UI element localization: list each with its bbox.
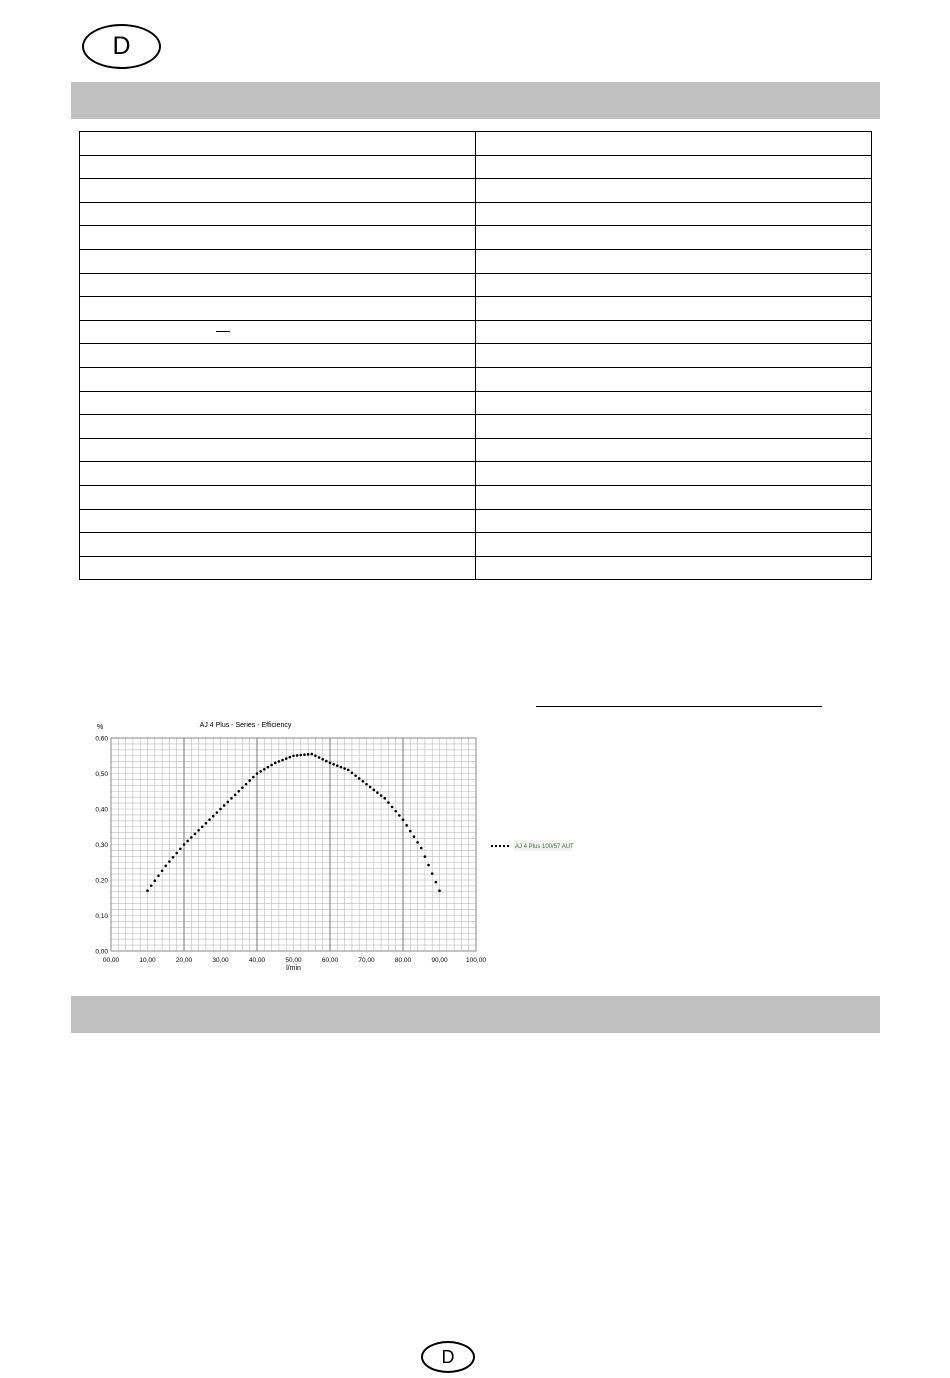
series-point: [340, 766, 343, 769]
table-cell: [80, 155, 476, 179]
series-point: [402, 818, 405, 821]
y-axis-label: %: [97, 724, 104, 731]
table-row: [80, 438, 872, 462]
series-point: [201, 825, 204, 828]
series-point: [263, 768, 266, 771]
series-point: [208, 818, 211, 821]
table-row: [80, 202, 872, 226]
section-header-bar-2: [71, 996, 880, 1033]
series-point: [227, 801, 230, 804]
series-point: [237, 790, 240, 793]
series-point: [409, 830, 412, 833]
series-point: [154, 879, 157, 882]
table-cell: [80, 273, 476, 297]
x-tick-label: 00,00: [102, 957, 120, 964]
underline-mark: [216, 331, 230, 332]
table-cell: [80, 320, 476, 344]
table-row: [80, 509, 872, 533]
series-point: [230, 797, 233, 800]
chart-title: AJ 4 Plus - Series - Efficiency: [199, 722, 292, 729]
table-row: [80, 179, 872, 203]
legend: [491, 840, 574, 851]
series-point: [427, 864, 430, 867]
x-tick-label: 40,00: [248, 957, 266, 964]
series-point: [172, 856, 175, 859]
series-point: [310, 753, 313, 756]
series-point: [321, 758, 324, 761]
series-point: [307, 753, 310, 756]
series-point: [376, 791, 379, 794]
table-cell: [476, 438, 872, 462]
table-cell: [476, 556, 872, 580]
x-tick-label: 70,00: [358, 957, 375, 964]
series-point: [281, 759, 284, 762]
table-cell: [476, 415, 872, 439]
spec-table: [79, 131, 872, 580]
series-point: [259, 770, 262, 773]
series-point: [438, 889, 441, 892]
series-point: [303, 753, 306, 756]
x-tick-label: 30,00: [212, 957, 229, 964]
series-point: [194, 833, 197, 836]
series-point: [398, 814, 401, 817]
y-tick-label: 0,00: [95, 948, 108, 956]
series-point: [343, 767, 346, 770]
table-cell: [476, 155, 872, 179]
x-tick-labels: [103, 957, 486, 964]
series-point: [256, 772, 259, 775]
table-cell: [476, 179, 872, 203]
section-header-bar: [71, 82, 880, 119]
series-point: [394, 810, 397, 813]
table-cell: [80, 509, 476, 533]
series-point: [164, 865, 167, 868]
table-cell: [80, 249, 476, 273]
table-row: [80, 344, 872, 368]
series-point: [223, 804, 226, 807]
series-point: [383, 797, 386, 800]
table-cell: [476, 273, 872, 297]
table-row: [80, 485, 872, 509]
series-point: [285, 757, 288, 760]
series-point: [245, 783, 248, 786]
y-tick-label: 0,60: [95, 735, 108, 743]
series-point: [336, 764, 339, 767]
series-point: [219, 808, 222, 811]
series-point: [190, 836, 193, 839]
table-cell: [476, 344, 872, 368]
series-point: [179, 847, 182, 850]
table-cell: [476, 391, 872, 415]
series-point: [318, 756, 321, 759]
table-row: [80, 320, 872, 344]
series-point: [248, 779, 251, 782]
series-point: [289, 756, 292, 759]
table-row: [80, 297, 872, 321]
table-row: [80, 226, 872, 250]
series-point: [205, 822, 208, 825]
series-point: [416, 841, 419, 844]
minor-grid: [111, 738, 476, 951]
series-point: [424, 855, 427, 858]
series-point: [420, 847, 423, 850]
series-point: [161, 869, 164, 872]
table-cell: [80, 132, 476, 156]
series-point: [347, 769, 350, 772]
y-tick-label: 0,10: [95, 913, 108, 920]
series-point: [157, 874, 160, 877]
table-cell: [476, 462, 872, 486]
table-cell: [476, 533, 872, 557]
series-point: [391, 806, 394, 809]
y-tick-label: 0,40: [95, 806, 108, 814]
series-point: [369, 786, 372, 789]
table-row: [80, 132, 872, 156]
table-row: [80, 415, 872, 439]
x-axis-label: l/min: [286, 965, 301, 972]
series-point: [351, 771, 354, 774]
series-point: [270, 764, 273, 767]
series-point: [365, 783, 368, 786]
y-tick-label: 0,50: [95, 771, 108, 778]
series-point: [150, 884, 153, 887]
series-point: [373, 789, 376, 792]
table-row: [80, 273, 872, 297]
underline-rule: [536, 706, 822, 707]
x-tick-label: 50,00: [285, 957, 302, 964]
series-point: [387, 801, 390, 804]
table-cell: [476, 226, 872, 250]
table-cell: [80, 202, 476, 226]
series-point: [296, 754, 299, 757]
series-point: [354, 774, 357, 777]
series-point: [300, 754, 303, 757]
table-cell: [80, 367, 476, 391]
series-point: [314, 754, 317, 757]
series-point: [212, 815, 215, 818]
series-point: [216, 811, 219, 814]
table-cell: [80, 415, 476, 439]
series-point: [278, 760, 281, 763]
table-row: [80, 533, 872, 557]
y-tick-labels: [95, 736, 108, 956]
table-cell: [80, 344, 476, 368]
table-row: [80, 556, 872, 580]
series-point: [435, 881, 438, 884]
x-tick-label: 10,00: [139, 957, 156, 964]
series-point: [292, 754, 295, 757]
series-point: [252, 776, 255, 779]
table-row: [80, 462, 872, 486]
table-row: [80, 391, 872, 415]
table-cell: [80, 179, 476, 203]
table-row: [80, 367, 872, 391]
table-cell: [476, 320, 872, 344]
series-point: [431, 872, 434, 875]
table-cell: [80, 556, 476, 580]
table-cell: [476, 367, 872, 391]
series-point: [186, 840, 189, 843]
series-point: [413, 835, 416, 838]
footer-badge: D: [421, 1341, 475, 1373]
legend-label: AJ 4 Plus 100/57 AUT: [515, 844, 574, 850]
x-tick-label: 80,00: [394, 957, 412, 964]
series-point: [358, 777, 361, 780]
table-cell: [476, 132, 872, 156]
table-cell: [80, 533, 476, 557]
x-tick-label: 60,00: [321, 957, 339, 964]
language-badge: D: [82, 24, 161, 69]
table-cell: [476, 249, 872, 273]
y-tick-label: 0,20: [95, 877, 108, 885]
table-cell: [80, 226, 476, 250]
series-point: [332, 763, 335, 766]
table-cell: [80, 462, 476, 486]
efficiency-chart: [78, 716, 578, 978]
series-point: [234, 794, 237, 797]
series-point: [168, 860, 171, 863]
series-point: [362, 780, 365, 783]
table-row: [80, 155, 872, 179]
series-point: [197, 829, 200, 832]
table-cell: [80, 391, 476, 415]
y-tick-label: 0,30: [95, 842, 108, 849]
series-point: [146, 889, 149, 892]
table-row: [80, 249, 872, 273]
x-tick-label: 20,00: [175, 957, 193, 964]
series-point: [380, 794, 383, 797]
series-point: [241, 786, 244, 789]
table-cell: [476, 509, 872, 533]
series-point: [267, 766, 270, 769]
table-cell: [476, 297, 872, 321]
series-point: [175, 852, 178, 855]
series-point: [274, 762, 277, 765]
table-cell: [80, 485, 476, 509]
x-tick-label: 100,00: [466, 957, 486, 964]
series-point: [329, 762, 332, 765]
table-cell: [80, 438, 476, 462]
series-point: [183, 843, 186, 846]
series-point: [325, 760, 328, 763]
table-cell: [80, 297, 476, 321]
series-point: [405, 824, 408, 827]
x-tick-label: 90,00: [431, 957, 448, 964]
table-cell: [476, 202, 872, 226]
table-cell: [476, 485, 872, 509]
